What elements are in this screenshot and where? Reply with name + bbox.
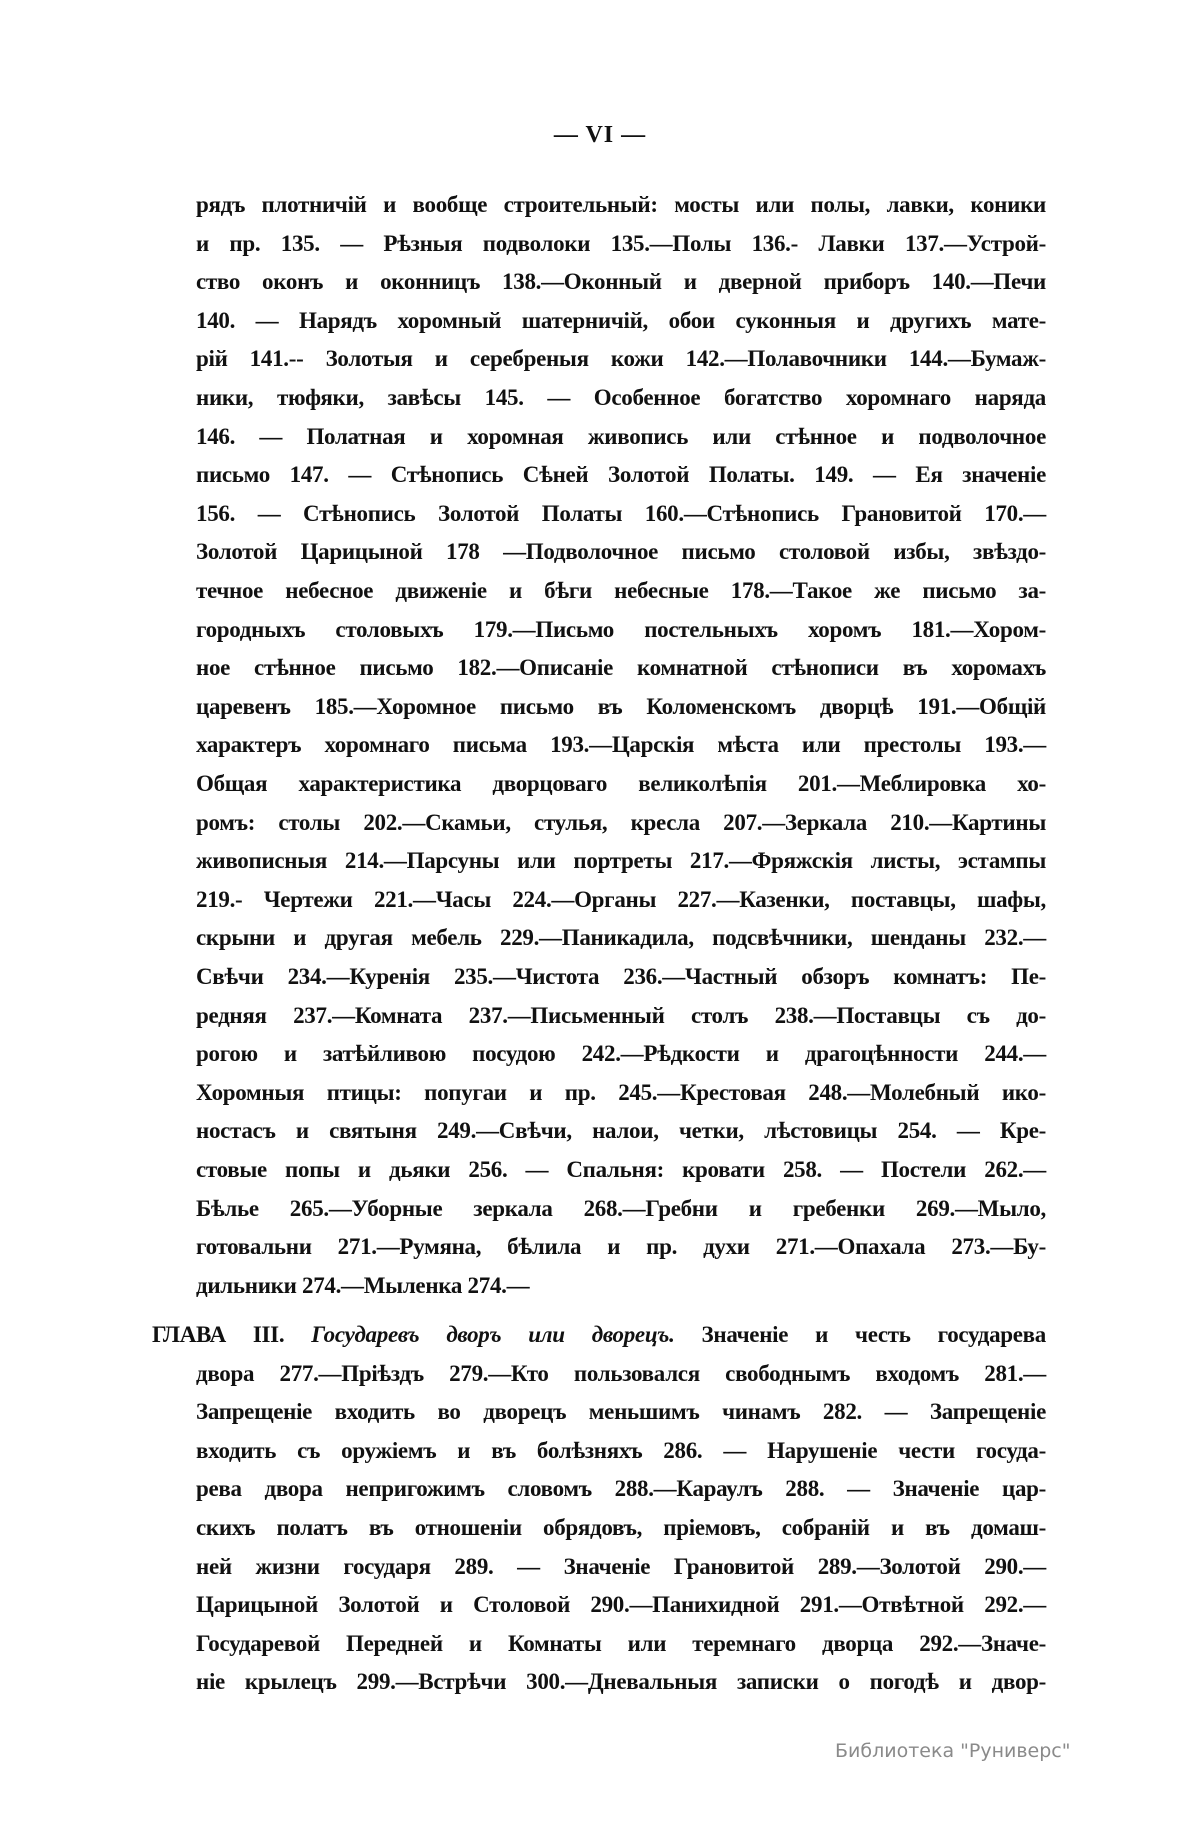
text-line: стовые попы и дьяки 256. — Спальня: кровати 258. — Постели 262.— [196,1157,1046,1182]
text-line: ство оконъ и оконницъ 138.—Оконный и дверной приборъ 140.—Печи [196,269,1046,295]
text-line: течное небесное движеніе и бѣги небесные 178.—Такое же письмо за- [196,578,1046,603]
text-line: Бѣлье 265.—Уборные зеркала 268.—Гребни и гребенки 269.—Мыло, [196,1195,1046,1221]
text-line: скихъ полатъ въ отношеніи обрядовъ, пріемовъ, собраній и въ домаш- [196,1515,1046,1540]
text-line: городныхъ столовыхъ 179.—Письмо постельныхъ хоромъ 181.—Хором- [196,616,1046,642]
text-line: 146. — Полатная и хоромная живопись или стѣнное и подволочное [196,423,1046,449]
text-line: скрыни и другая мебель 229.—Паникадила, подсвѣчники, шенданы 232.— [196,925,1046,951]
text-line: Свѣчи 234.—Куренія 235.—Чистота 236.—Частный обзоръ комнатъ: Пе- [196,964,1046,989]
text-line: ромъ: столы 202.—Скамьи, стулья, кресла 207.—Зеркала 210.—Картины [196,809,1046,835]
text-line: Золотой Царицыной 178 —Подволочное письмо столовой избы, звѣздо- [196,539,1046,565]
text-line: ностасъ и святыня 249.—Свѣчи, налои, четки, лѣстовицы 254. — Кре- [196,1118,1046,1144]
text-line: двора 277.—Пріѣздъ 279.—Кто пользовался свободнымъ входомъ 281.— [196,1360,1046,1386]
text-line: редняя 237.—Комната 237.—Письменный столъ 238.—Поставцы съ до- [196,1002,1046,1028]
text-line: и пр. 135. — Рѣзныя подволоки 135.—Полы 136.- Лавки 137.—Устрой- [196,230,1046,256]
text-line: готовальни 271.—Румяна, бѣлила и пр. духи 271.—Опахала 273.—Бу- [196,1234,1046,1260]
text-line: царевенъ 185.—Хоромное письмо въ Коломенскомъ дворцѣ 191.—Общій [196,693,1046,719]
text-line: ней жизни государя 289. — Значеніе Грановитой 289.—Золотой 290.— [196,1553,1046,1579]
text-line: ники, тюфяки, завѣсы 145. — Особенное богатство хоромнаго наряда [196,385,1046,410]
text-line: Запрещеніе входить во дворецъ меньшимъ чинамъ 282. — Запрещеніе [196,1399,1046,1425]
text-line: Хоромныя птицы: попугаи и пр. 245.—Крестовая 248.—Молебный ико- [196,1079,1046,1105]
chapter-title: Государевъ дворъ или дворецъ. [311,1322,675,1347]
text-line: рій 141.-- Золотыя и серебреныя кожи 142.—Полавочники 144.—Бумаж- [196,346,1046,372]
text-line: Царицыной Золотой и Столовой 290.—Панихидной 291.—Отвѣтной 292.— [196,1592,1046,1618]
chapter-label: ГЛАВА III. [152,1322,285,1347]
chapter-3-heading-line [152,1320,1046,1350]
text-line: 140. — Нарядъ хоромный шатерничій, обои суконныя и другихъ мате- [196,307,1046,333]
text-line: Общая характеристика дворцоваго великолѣпія 201.—Меблировка хо- [196,771,1046,796]
page-number: — VI — [553,122,647,148]
text-line: живописныя 214.—Парсуны или портреты 217.—Фряжскія листы, эстампы [196,848,1046,874]
text-line: характеръ хоромнаго письма 193.—Царскія мѣста или престолы 193.— [196,732,1046,758]
text-line: рогою и затѣйливою посудою 242.—Рѣдкости и драгоцѣнности 244.— [196,1041,1046,1067]
text-line: письмо 147. — Стѣнопись Сѣней Золотой Полаты. 149. — Ея значеніе [196,462,1046,488]
text-line: 156. — Стѣнопись Золотой Полаты 160.—Стѣнопись Грановитой 170.— [196,500,1046,526]
chapter-first-line-text: Значеніе и честь государева [701,1322,1047,1347]
text-line: ное стѣнное письмо 182.—Описаніе комнатной стѣнописи въ хоромахъ [196,655,1046,681]
library-watermark: Библиотека "Руниверс" [835,1740,1071,1762]
text-line: 219.- Чертежи 221.—Часы 224.—Органы 227.—Казенки, поставцы, шафы, [196,886,1046,912]
text-line: рева двора непригожимъ словомъ 288.—Караулъ 288. — Значеніе цар- [196,1476,1046,1502]
text-line: Государевой Передней и Комнаты или теремнаго дворца 292.—Значе- [196,1630,1046,1656]
text-line: ніе крылецъ 299.—Встрѣчи 300.—Дневальныя записки о погодѣ и двор- [196,1669,1046,1695]
text-line: рядъ плотничій и вообще строительный: мосты или полы, лавки, коники [196,192,1046,217]
text-line: входить съ оружіемъ и въ болѣзняхъ 286. — Нарушеніе чести госуда- [196,1437,1046,1463]
text-line: дильники 274.—Мыленка 274.— [196,1272,530,1298]
